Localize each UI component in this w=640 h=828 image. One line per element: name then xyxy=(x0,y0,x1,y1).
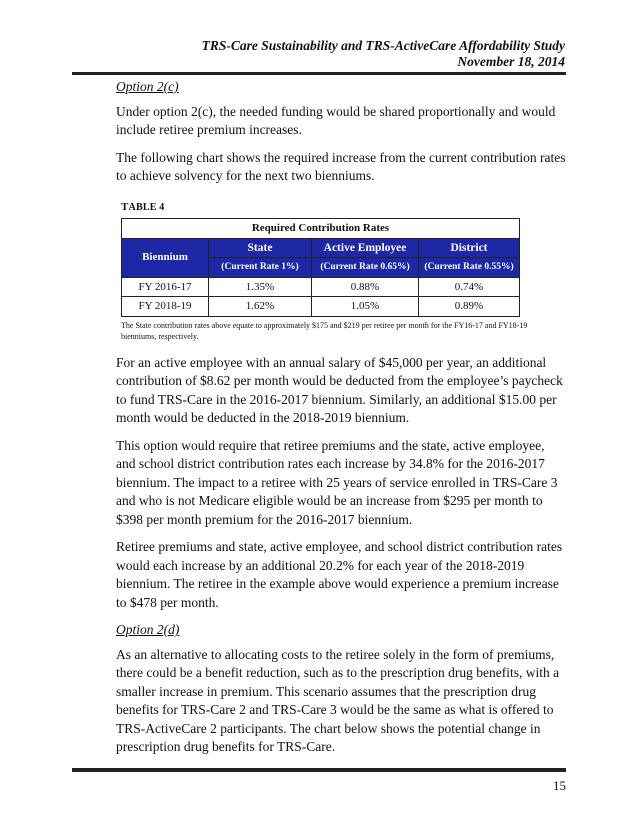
option-2d-paragraph-1: As an alternative to allocating costs to the retiree solely in the form of premiums, there could be a benefit reduction, such as to the prescription drug benefits, with a smaller increase in premium. This scenario assumes that the prescription drug benefits for TRS-Care 2 and TRS-Care 3 would be the same as what is offered to TRS-ActiveCare 2 participants. The chart below shows the potential change in prescription drug benefits for TRS-Care. xyxy=(116,646,560,754)
body-paragraph-active-employee: For an active employee with an annual salary of $45,000 per year, an additional contribution of $8.62 per month would be deducted from the employee’s paycheck to fund TRS-Care in the 2016-2017 biennium. Similarly, an additional $15.00 per month would be deducted in the 2018-2019 biennium. xyxy=(116,354,563,425)
col-subheader-district-rate: (Current Rate 0.55%) xyxy=(419,258,520,278)
col-subheader-active-rate: (Current Rate 0.65%) xyxy=(312,258,419,278)
page-number: 15 xyxy=(553,778,566,793)
cell-state: 1.35% xyxy=(209,277,312,297)
table-caption-rest: ABLE 4 xyxy=(128,201,165,213)
col-subheader-state-rate: (Current Rate 1%) xyxy=(209,258,312,278)
col-header-biennium: Biennium xyxy=(122,238,209,277)
body-paragraph-second-biennium: Retiree premiums and state, active employee, and school district contribution rates would each increase by an additional 20.2% for each year of the 2018-2019 biennium. The retiree in the example above would experience a premium increase to $478 per month. xyxy=(116,539,563,610)
cell-district: 0.89% xyxy=(419,297,520,317)
option-2d-heading: Option 2(d) xyxy=(116,622,180,637)
option-2c-paragraph-1: Under option 2(c), the needed funding would be shared proportionally and would include retiree premium increases. xyxy=(116,103,556,137)
table-caption-initial: T xyxy=(121,200,129,213)
cell-biennium: FY 2018-19 xyxy=(122,297,209,317)
page-content xyxy=(116,78,566,766)
col-header-state: State xyxy=(209,238,312,258)
table-title: Required Contribution Rates xyxy=(122,219,520,239)
col-header-active-employee: Active Employee xyxy=(312,238,419,258)
header-date: November 18, 2014 xyxy=(457,54,565,69)
option-2c-paragraph-2: The following chart shows the required increase from the current contribution rates to achieve solvency for the next two bienniums. xyxy=(116,149,566,183)
table-header-row xyxy=(122,238,520,258)
table-footnote: The State contribution rates above equate to approximately $175 and $219 per retiree per month for the FY16-17 and FY18-19 bienniums, respectively. xyxy=(121,320,528,341)
cell-active-employee: 1.05% xyxy=(312,297,419,317)
cell-state: 1.62% xyxy=(209,297,312,317)
header-title: TRS-Care Sustainability and TRS-ActiveCare Affordability Study xyxy=(201,38,565,53)
cell-district: 0.74% xyxy=(419,277,520,297)
contribution-rates-table xyxy=(121,218,520,317)
footer-rule xyxy=(72,768,566,772)
option-2c-heading: Option 2(c) xyxy=(116,79,179,94)
table-row xyxy=(122,277,520,297)
header-rule xyxy=(72,72,566,75)
table-title-row xyxy=(122,219,520,239)
col-header-district: District xyxy=(419,238,520,258)
cell-biennium: FY 2016-17 xyxy=(122,277,209,297)
cell-active-employee: 0.88% xyxy=(312,277,419,297)
table-caption xyxy=(121,198,566,218)
running-header xyxy=(202,38,565,70)
body-paragraph-premium-increase: This option would require that retiree premiums and the state, active employee, and school district contribution rates each increase by 34.8% for the 2016-2017 biennium. The impact to a retiree with 25 years of service enrolled in TRS-Care 3 and who is not Medicare eligible would be an increase from $295 per month to $398 per month premium for the 2016-2017 biennium. xyxy=(116,437,558,527)
table-row xyxy=(122,297,520,317)
